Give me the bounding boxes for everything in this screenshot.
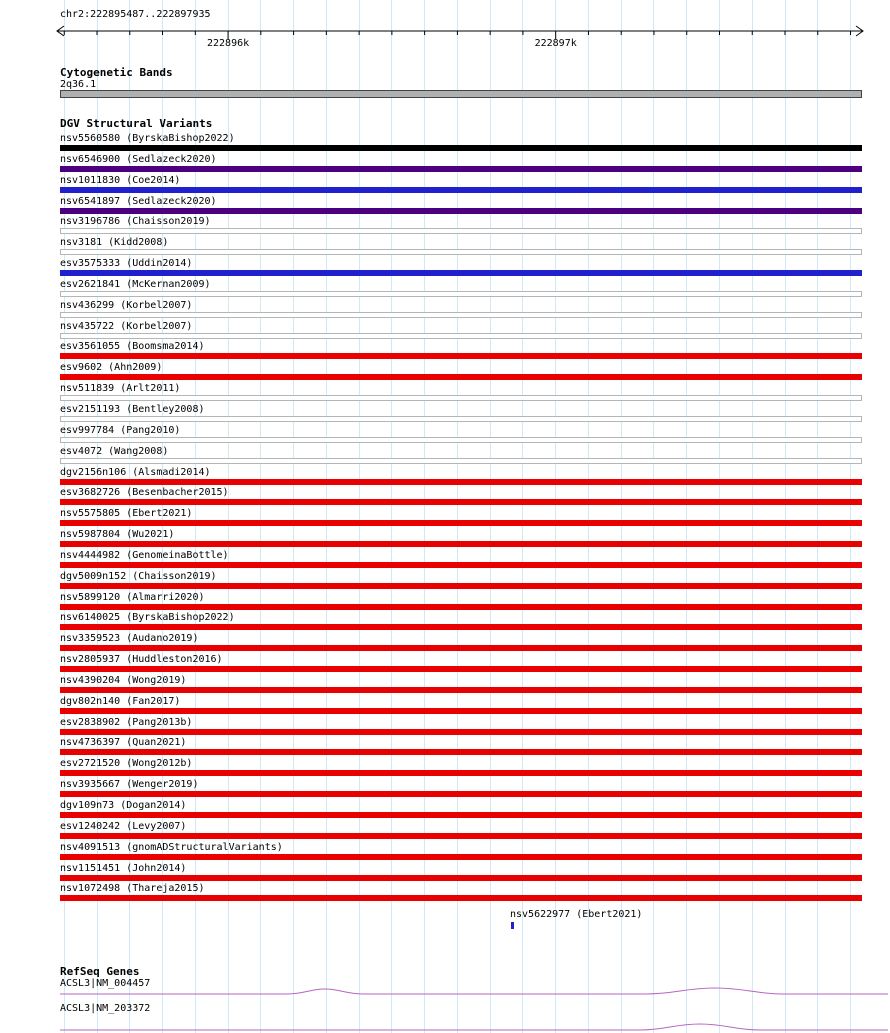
variant-bar[interactable] (60, 270, 862, 276)
variant-label[interactable]: nsv511839 (Arlt2011) (60, 383, 181, 395)
variant-row (60, 717, 862, 738)
variant-label[interactable]: esv4072 (Wang2008) (60, 445, 169, 457)
variant-label[interactable]: esv2151193 (Bentley2008) (60, 403, 205, 415)
variant-row (60, 425, 862, 446)
variant-bar[interactable] (60, 812, 862, 818)
ruler-tick-label: 222896k (206, 38, 250, 49)
variant-row (60, 550, 862, 571)
variant-label[interactable]: nsv6541897 (Sedlazeck2020) (60, 195, 217, 207)
variant-row (60, 279, 862, 300)
variant-bar[interactable] (60, 291, 862, 297)
variant-row (60, 633, 862, 654)
variant-row (60, 133, 862, 154)
variant-row (60, 612, 862, 633)
variant-bar[interactable] (60, 749, 862, 755)
variant-label[interactable]: esv997784 (Pang2010) (60, 424, 181, 436)
variant-row (60, 467, 862, 488)
variant-label[interactable]: esv2721520 (Wong2012b) (60, 758, 193, 770)
variant-row (60, 779, 862, 800)
variant-row (60, 508, 862, 529)
dgv-variant-track (60, 133, 862, 904)
variant-label[interactable]: nsv3359523 (Audano2019) (60, 633, 199, 645)
variant-bar[interactable] (60, 353, 862, 359)
variant-label[interactable]: esv3682726 (Besenbacher2015) (60, 487, 229, 499)
variant-bar[interactable] (60, 604, 862, 610)
variant-bar[interactable] (60, 458, 862, 464)
variant-label[interactable]: dgv5009n152 (Chaisson2019) (60, 570, 217, 582)
variant-bar[interactable] (60, 499, 862, 505)
variant-row (60, 863, 862, 884)
variant-row (60, 654, 862, 675)
variant-bar[interactable] (60, 166, 862, 172)
variant-row (60, 571, 862, 592)
cytoband-bar[interactable] (60, 90, 862, 98)
ruler-tick-label: 222897k (534, 38, 577, 49)
variant-label[interactable]: nsv6140025 (ByrskaBishop2022) (60, 612, 235, 624)
variant-label[interactable]: nsv5622977 (Ebert2021) (510, 909, 643, 920)
variant-bar[interactable] (60, 583, 862, 589)
variant-bar[interactable] (60, 895, 862, 901)
gene-line[interactable] (60, 1024, 888, 1030)
variant-bar[interactable] (60, 833, 862, 839)
variant-row (60, 883, 862, 904)
gene-label[interactable]: ACSL3|NM_004457 (60, 978, 151, 989)
region-coordinates: chr2:222895487..222897935 (60, 9, 211, 20)
variant-label[interactable]: esv9602 (Ahn2009) (60, 362, 163, 374)
variant-label[interactable]: nsv4736397 (Quan2021) (60, 737, 187, 749)
variant-row (60, 300, 862, 321)
variant-row (60, 383, 862, 404)
variant-label[interactable]: nsv4091513 (gnomADStructuralVariants) (60, 841, 283, 853)
gene-line[interactable] (60, 988, 888, 994)
variant-row (60, 529, 862, 550)
variant-bar[interactable] (60, 562, 862, 568)
variant-label[interactable]: esv2621841 (McKernan2009) (60, 278, 211, 290)
variant-row (60, 842, 862, 863)
variant-label[interactable]: nsv1151451 (John2014) (60, 862, 187, 874)
variant-label[interactable]: dgv109n73 (Dogan2014) (60, 800, 187, 811)
variant-row (60, 404, 862, 425)
variant-row (60, 592, 862, 613)
variant-label[interactable]: nsv4390204 (Wong2019) (60, 674, 187, 686)
variant-label[interactable]: esv2838902 (Pang2013b) (60, 716, 193, 728)
variant-row (60, 800, 862, 821)
variant-bar[interactable] (60, 666, 862, 672)
variant-bar[interactable] (60, 416, 862, 422)
variant-bar[interactable] (60, 791, 862, 797)
variant-row (60, 196, 862, 217)
variant-label[interactable]: nsv435722 (Korbel2007) (60, 320, 193, 332)
variant-label[interactable]: nsv3935667 (Wenger2019) (60, 779, 199, 791)
variant-bar[interactable] (60, 437, 862, 443)
gene-model[interactable] (60, 1022, 888, 1033)
variant-bar[interactable] (60, 708, 862, 714)
variant-row (60, 821, 862, 842)
variant-bar[interactable] (60, 145, 862, 151)
variant-label[interactable]: nsv3196786 (Chaisson2019) (60, 216, 211, 228)
variant-bar[interactable] (60, 645, 862, 651)
variant-bar[interactable] (60, 624, 862, 630)
variant-row (60, 696, 862, 717)
variant-label[interactable]: dgv802n140 (Fan2017) (60, 695, 181, 707)
cytoband-label[interactable]: 2q36.1 (60, 79, 97, 90)
section-title-refseq: RefSeq Genes (60, 965, 140, 978)
variant-label[interactable]: nsv4444982 (GenomeinaBottle) (60, 549, 229, 561)
variant-row (60, 154, 862, 175)
variant-bar[interactable] (60, 541, 862, 547)
variant-bar[interactable] (60, 208, 862, 214)
variant-bar[interactable] (60, 854, 862, 860)
variant-row (60, 258, 862, 279)
variant-bar[interactable] (60, 729, 862, 735)
section-title-cytobands: Cytogenetic Bands (60, 66, 173, 79)
variant-row (60, 487, 862, 508)
variant-label[interactable]: esv3575333 (Uddin2014) (60, 258, 193, 270)
variant-label[interactable]: nsv6546900 (Sedlazeck2020) (60, 153, 217, 165)
variant-label[interactable]: nsv5987804 (Wu2021) (60, 529, 175, 541)
gene-label[interactable]: ACSL3|NM_203372 (60, 1003, 151, 1014)
variant-label[interactable]: esv3561055 (Boomsma2014) (60, 341, 205, 353)
variant-label[interactable]: nsv5560580 (ByrskaBishop2022) (60, 133, 235, 144)
variant-bar[interactable] (60, 249, 862, 255)
variant-label[interactable]: nsv1072498 (Thareja2015) (60, 883, 205, 895)
variant-bar[interactable] (60, 520, 862, 526)
variant-bar[interactable] (60, 374, 862, 380)
variant-row (60, 758, 862, 779)
section-title-dgv: DGV Structural Variants (60, 117, 213, 130)
variant-row (60, 321, 862, 342)
variant-bar[interactable] (60, 479, 862, 485)
variant-label[interactable]: dgv2156n106 (Alsmadi2014) (60, 466, 211, 478)
variant-label[interactable]: nsv5899120 (Almarri2020) (60, 591, 205, 603)
variant-bar[interactable] (60, 228, 862, 234)
variant-bar[interactable] (60, 395, 862, 401)
variant-label[interactable]: nsv2805937 (Huddleston2016) (60, 654, 223, 666)
variant-label[interactable]: nsv3181 (Kidd2008) (60, 237, 169, 249)
variant-bar[interactable] (60, 770, 862, 776)
variant-row (60, 446, 862, 467)
coordinate-ruler[interactable] (0, 24, 890, 50)
variant-row (60, 216, 862, 237)
variant-row (60, 362, 862, 383)
variant-label[interactable]: nsv1011830 (Coe2014) (60, 174, 181, 186)
variant-bar[interactable] (60, 333, 862, 339)
variant-bar[interactable] (60, 312, 862, 318)
variant-bar[interactable] (60, 687, 862, 693)
variant-row (60, 737, 862, 758)
variant-label[interactable]: nsv436299 (Korbel2007) (60, 299, 193, 311)
variant-bar[interactable] (60, 187, 862, 193)
variant-bar[interactable] (60, 875, 862, 881)
variant-bar[interactable] (511, 922, 514, 929)
variant-label[interactable]: nsv5575805 (Ebert2021) (60, 508, 193, 520)
variant-row (60, 237, 862, 258)
variant-row (60, 175, 862, 196)
variant-row (60, 675, 862, 696)
variant-row (60, 341, 862, 362)
variant-label[interactable]: esv1240242 (Levy2007) (60, 820, 187, 832)
gene-model[interactable] (60, 984, 888, 998)
